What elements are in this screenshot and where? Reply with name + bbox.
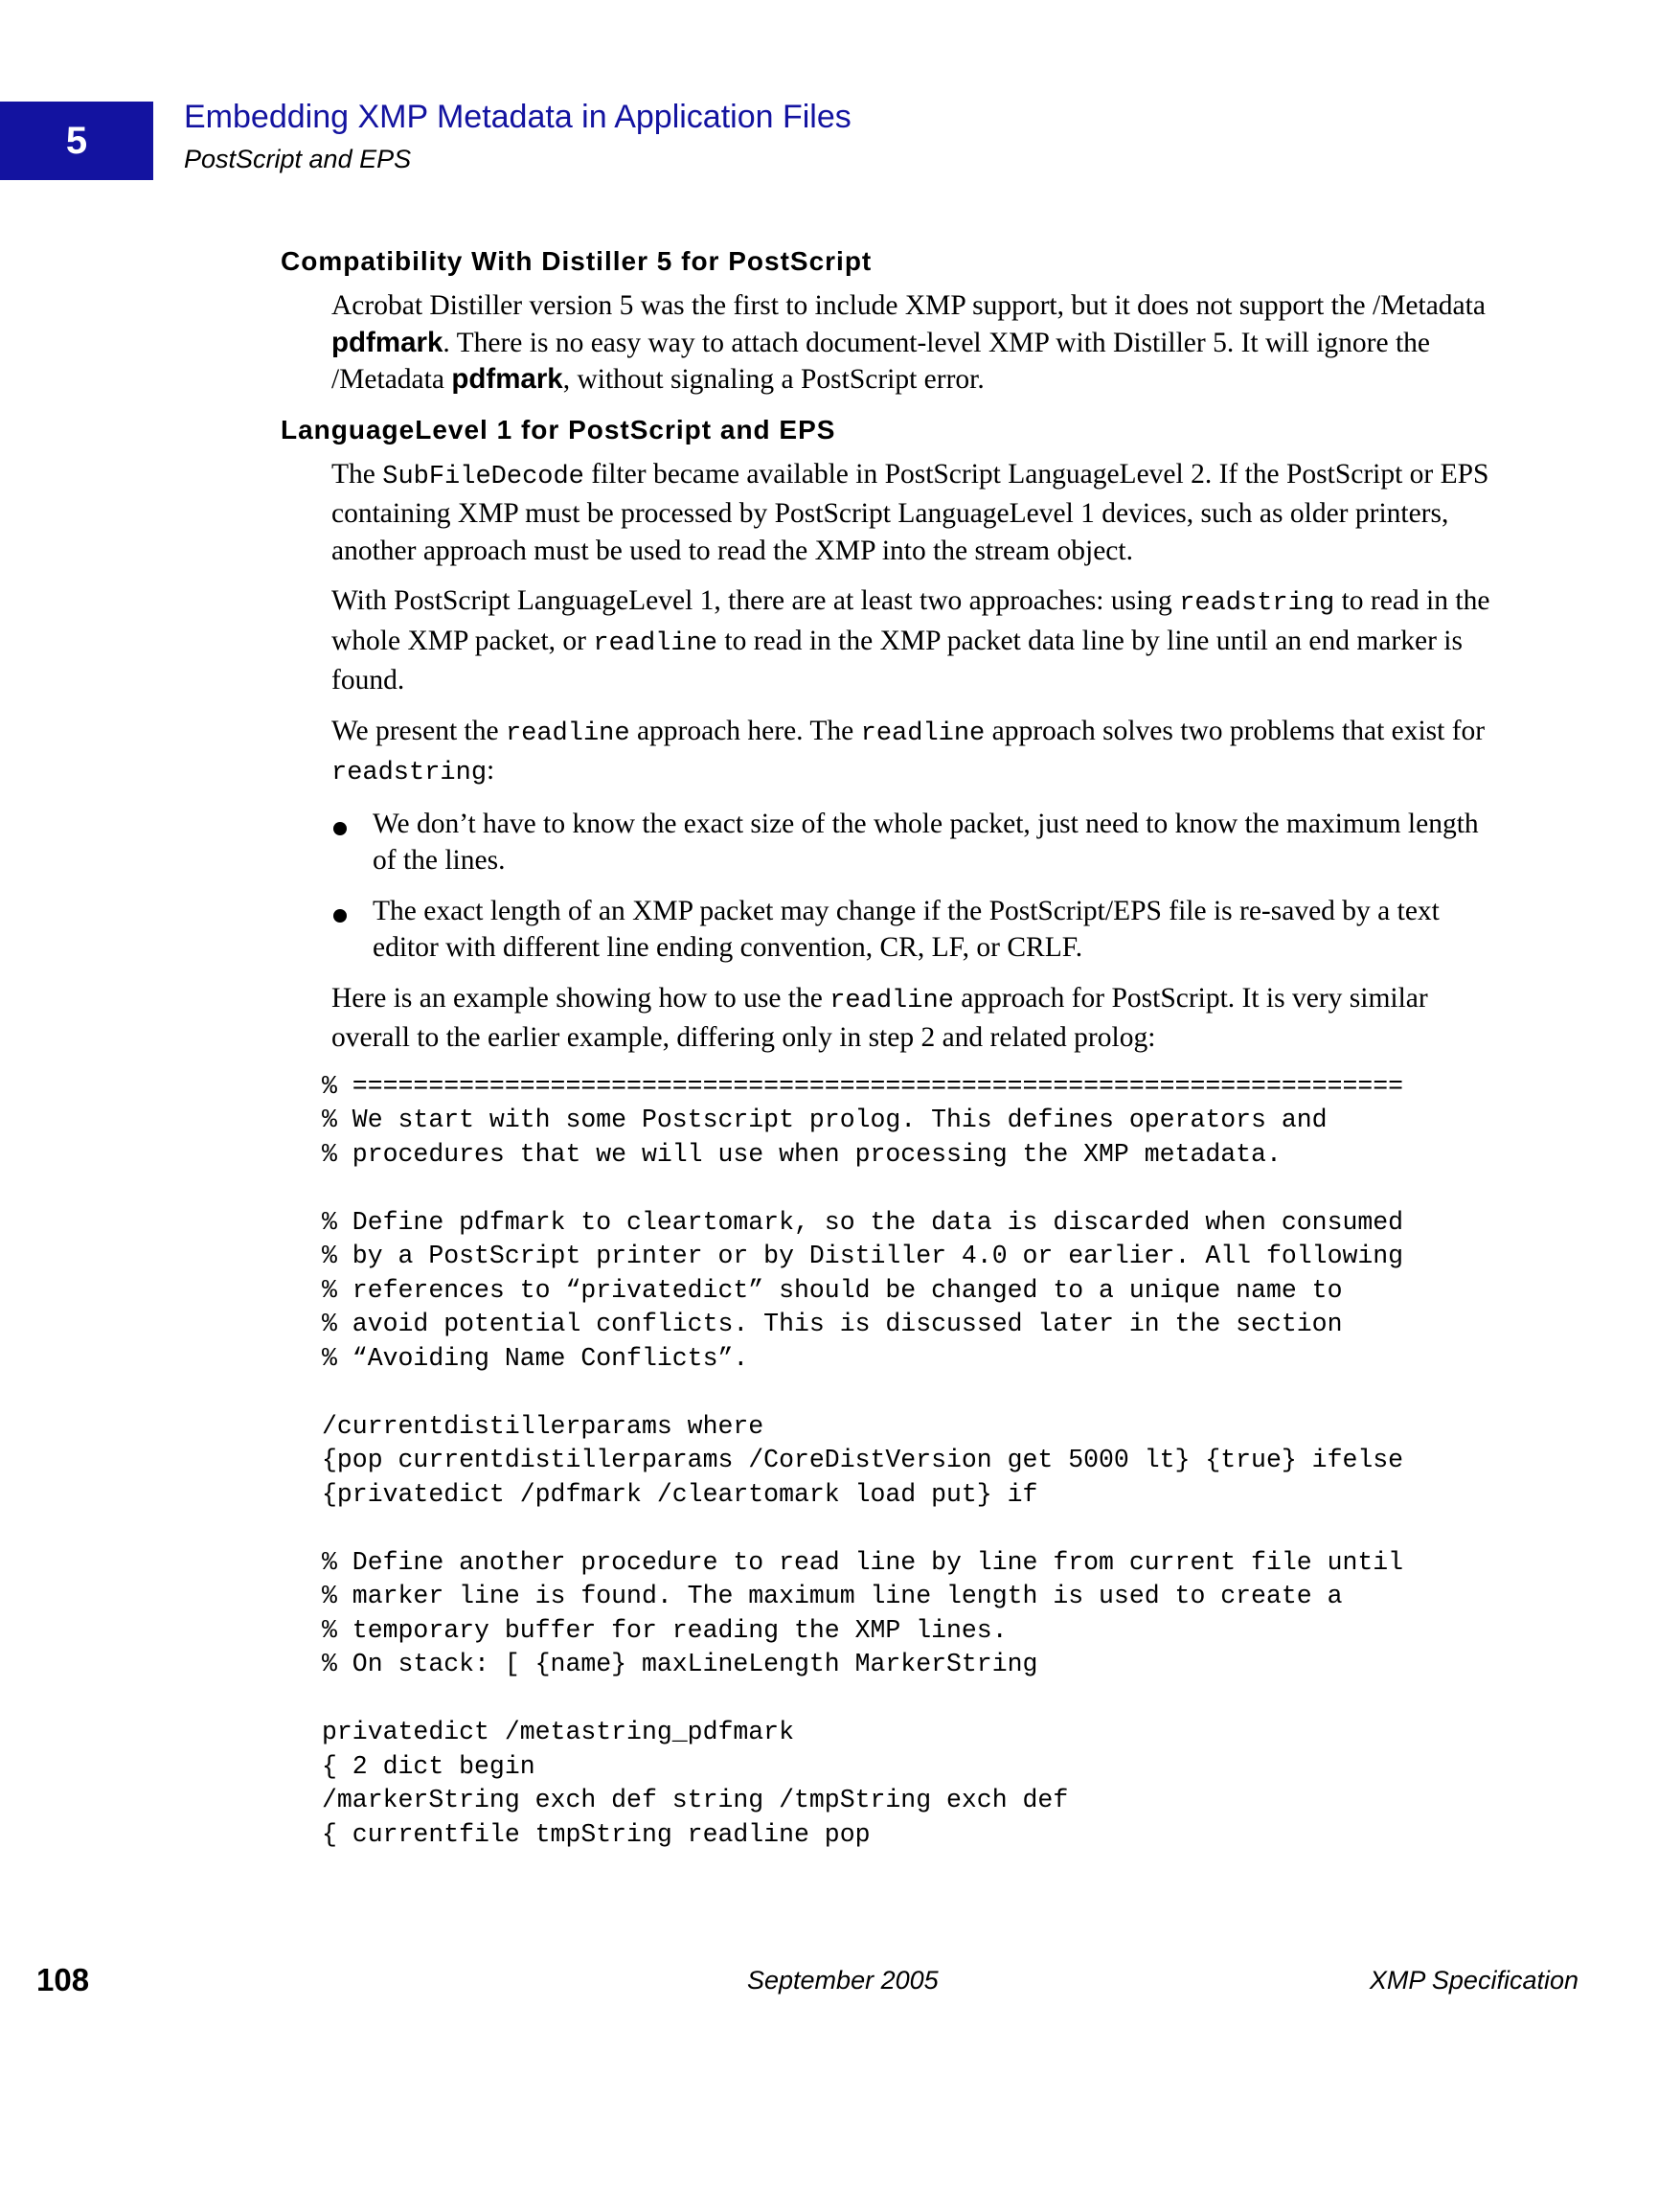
code-example: % ===================================================================== % We start with some Postscript prolog. This defines operators and % procedures that we will use when processing the XMP metadata. % Define pdfmark to cleartomark, so the data is discarded when consumed % by a PostScript printer or by Distiller 4.0 or earlier. All following % references to “privatedict” should be changed to a unique name to % avoid potential conflicts. This is discussed later in the section % “Avoiding Name Conflicts”. /currentdistillerparams where {pop currentdistillerparams /CoreDistVersion get 5000 lt} {true} ifelse {privatedict /pdfmark /cleartomark load put} if % Define another procedure to read line by line from current file until % marker line is found. The maximum line length is used to create a % temporary buffer for reading the XMP lines. % On stack: [ {name} maxLineLength MarkerString privatedict /metastring_pdfmark { 2 dict begin /markerString exch def string /tmpString exch def { currentfile tmpString readline pop bbox=[322, 1071, 1404, 1849]
chapter-number: 5 bbox=[65, 119, 88, 162]
chapter-number-tab bbox=[0, 102, 153, 180]
chapter-title: Embedding XMP Metadata in Application Files bbox=[184, 99, 852, 135]
paragraph-readline-approach: We present the readline approach here. The readline approach solves two problems that exist for readstring: bbox=[331, 715, 1486, 787]
bullet-icon bbox=[333, 909, 347, 923]
heading-languagelevel1: LanguageLevel 1 for PostScript and EPS bbox=[281, 414, 836, 445]
paragraph-subfiledecode: The SubFileDecode filter became available in PostScript LanguageLevel 2. If the PostScript or EPS containing XMP must be processed by PostScript LanguageLevel 1 devices, such as older printers, another approach must be used to read the XMP into the stream object. bbox=[331, 458, 1489, 566]
code-term: readline bbox=[505, 718, 630, 748]
page-content bbox=[281, 243, 1516, 1852]
code-term: readstring bbox=[1179, 589, 1335, 618]
distiller5-compat-body bbox=[331, 287, 1505, 399]
code-term: readstring bbox=[331, 759, 488, 787]
list-item: The exact length of an XMP packet may change if the PostScript/EPS file is re-saved by a text editor with different line ending convention, CR, LF, or CRLF. bbox=[331, 893, 1505, 967]
code-term: readline bbox=[593, 628, 717, 658]
footer-document-title: XMP Specification bbox=[1369, 1966, 1579, 1995]
bullet-list bbox=[331, 806, 1505, 967]
keyword-pdfmark: pdfmark bbox=[451, 363, 563, 395]
bullet-icon bbox=[333, 822, 347, 835]
page-number: 108 bbox=[36, 1962, 90, 1997]
heading-distiller5-compat: Compatibility With Distiller 5 for PostScript bbox=[281, 246, 873, 276]
paragraph-example-intro: Here is an example showing how to use the readline approach for PostScript. It is very similar overall to the earlier example, differing only in step 2 and related prolog: bbox=[331, 982, 1428, 1053]
keyword-pdfmark: pdfmark bbox=[331, 326, 443, 358]
paragraph-distiller5: Acrobat Distiller version 5 was the first to include XMP support, but it does not support the /Metadata pdfmark. There is no easy way to attach document-level XMP with Distiller 5. It will ignore the /Metadata pdfmark, without signaling a PostScript error. bbox=[331, 290, 1486, 395]
code-term: SubFileDecode bbox=[382, 462, 584, 491]
section-subtitle: PostScript and EPS bbox=[184, 145, 412, 173]
paragraph-two-approaches: With PostScript LanguageLevel 1, there are at least two approaches: using readstring to read in the whole XMP packet, or readline to read in the XMP packet data line by line until an end marker is found. bbox=[331, 585, 1490, 696]
footer-date: September 2005 bbox=[747, 1966, 939, 1995]
languagelevel1-body bbox=[331, 456, 1505, 1057]
list-item: We don’t have to know the exact size of the whole packet, just need to know the maximum length of the lines. bbox=[331, 806, 1505, 879]
code-term: readline bbox=[829, 986, 954, 1015]
running-header bbox=[184, 96, 852, 176]
code-term: readline bbox=[860, 718, 986, 748]
